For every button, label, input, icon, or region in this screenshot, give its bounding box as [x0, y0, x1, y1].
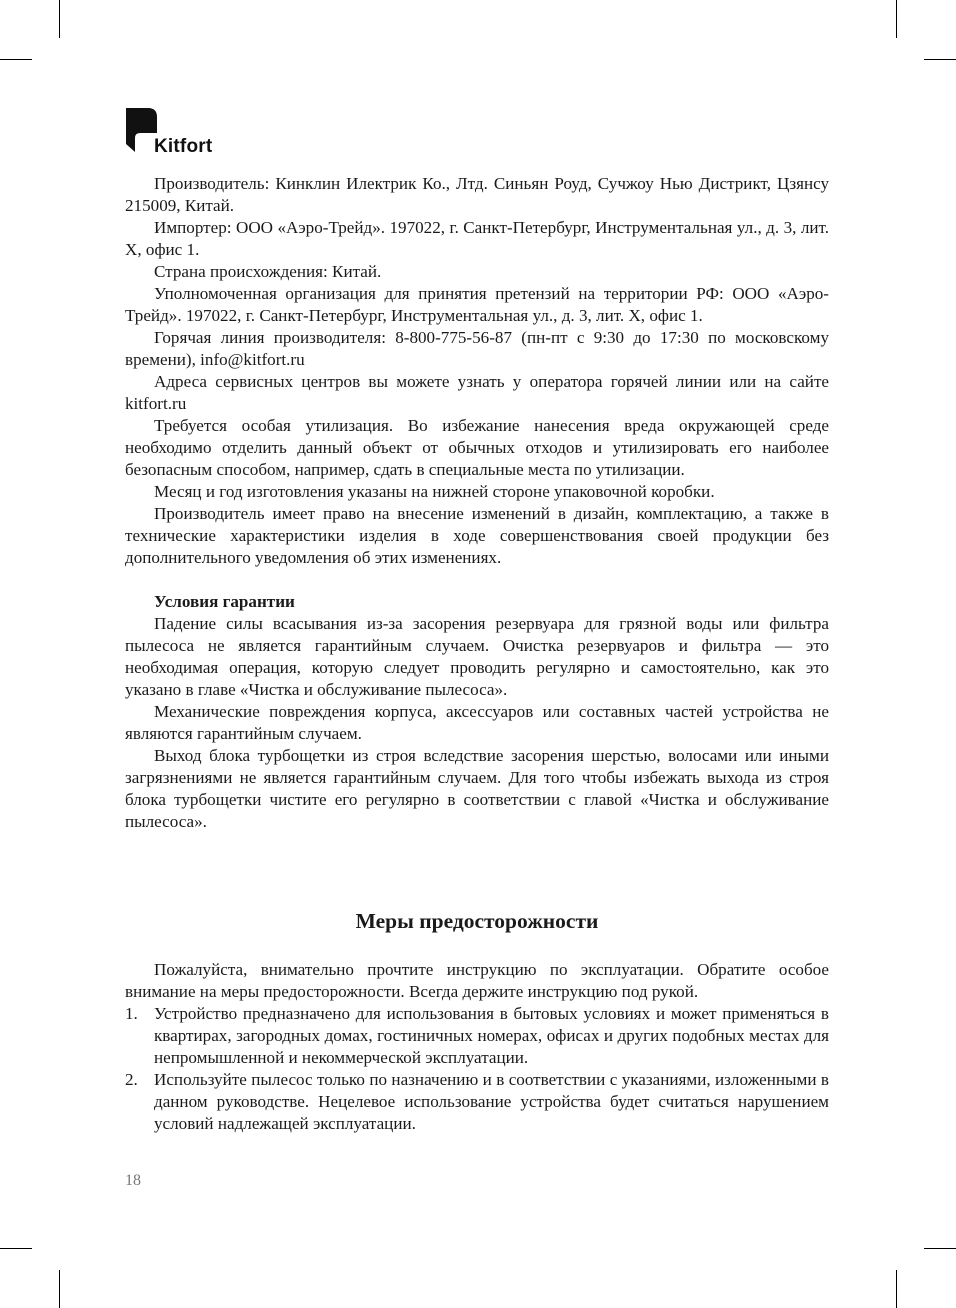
- crop-mark: [59, 1270, 60, 1308]
- precautions-intro: Пожалуйста, внимательно прочтите инструкцию по эксплуатации. Обратите особое внимание на меры предосторожности. Всегда держите инструкцию под рукой.: [125, 960, 829, 1001]
- list-item-text: Используйте пылесос только по назначению и в соответствии с указаниями, изложенными в данном руководстве. Нецелевое использование устройства будет считаться нарушением условий надлежащей эксплуатации.: [154, 1070, 829, 1133]
- brand-name: Kitfort: [154, 136, 213, 157]
- warranty-paragraph: Падение силы всасывания из-за засорения резервуара для грязной воды или фильтра пылесоса не является гарантийным случаем. Очистка резервуаров и фильтра — это необходимая операция, которую следует проводить регулярно и самостоятельно, как это указано в главе «Чистка и обслуживание пылесоса».: [125, 614, 829, 699]
- list-item-number: 1.: [125, 1004, 138, 1023]
- page-number: 18: [125, 1172, 141, 1189]
- manufacture-date-paragraph: Месяц и год изготовления указаны на нижней стороне упаковочной коробки.: [154, 482, 715, 501]
- list-item-text: Устройство предназначено для использования в бытовых условиях и может применяться в квартирах, загородных домах, гостиничных номерах, офисах и других подобных местах для непромышленной и некоммерческой эксплуатации.: [154, 1004, 829, 1067]
- manufacturer-paragraph: Производитель: Кинклин Илектрик Ко., Лтд. Синьян Роуд, Сучжоу Нью Дистрикт, Цзянсу 215009, Китай.: [125, 174, 829, 215]
- list-item-number: 2.: [125, 1070, 138, 1089]
- hotline-paragraph: Горячая линия производителя: 8-800-775-56-87 (пн-пт с 9:30 до 17:30 по московскому времени), info@kitfort.ru: [125, 328, 829, 369]
- crop-mark: [896, 1270, 897, 1308]
- crop-mark: [0, 59, 32, 60]
- disposal-paragraph: Требуется особая утилизация. Во избежание нанесения вреда окружающей среде необходимо отделить данный объект от обычных отходов и утилизировать его наиболее безопасным способом, например, сдать в специальные места по утилизации.: [125, 416, 829, 479]
- warranty-paragraph: Механические повреждения корпуса, аксессуаров или составных частей устройства не являются гарантийным случаем.: [125, 702, 829, 743]
- crop-mark: [0, 1248, 32, 1249]
- importer-paragraph: Импортер: ООО «Аэро-Трейд». 197022, г. Санкт-Петербург, Инструментальная ул., д. 3, лит. Х, офис 1.: [125, 218, 829, 259]
- crop-mark: [59, 0, 60, 38]
- warranty-heading: Условия гарантии: [154, 592, 295, 611]
- origin-paragraph: Страна происхождения: Китай.: [154, 262, 382, 281]
- page-content: [125, 173, 829, 1135]
- service-centers-paragraph: Адреса сервисных центров вы можете узнать у оператора горячей линии или на сайте kitfort.ru: [125, 372, 829, 413]
- crop-mark: [924, 59, 956, 60]
- list-item: [125, 1003, 829, 1069]
- changes-paragraph: Производитель имеет право на внесение изменений в дизайн, комплектацию, а также в технические характеристики изделия в ходе совершенствования своей продукции без дополнительного уведомления об этих изменениях.: [125, 504, 829, 567]
- list-item: [125, 1069, 829, 1135]
- warranty-paragraph: Выход блока турбощетки из строя вследствие засорения шерстью, волосами или иными загрязнениями не является гарантийным случаем. Для того чтобы избежать выхода из строя блока турбощетки чистите его регулярно в соответствии с главой «Чистка и обслуживание пылесоса».: [125, 746, 829, 831]
- claims-paragraph: Уполномоченная организация для принятия претензий на территории РФ: ООО «Аэро-Трейд». 197022, г. Санкт-Петербург, Инструментальная ул., д. 3, лит. Х, офис 1.: [125, 284, 829, 325]
- section-title: Меры предосторожности: [355, 909, 599, 933]
- crop-mark: [924, 1248, 956, 1249]
- crop-mark: [896, 0, 897, 38]
- precautions-list: [125, 1003, 829, 1135]
